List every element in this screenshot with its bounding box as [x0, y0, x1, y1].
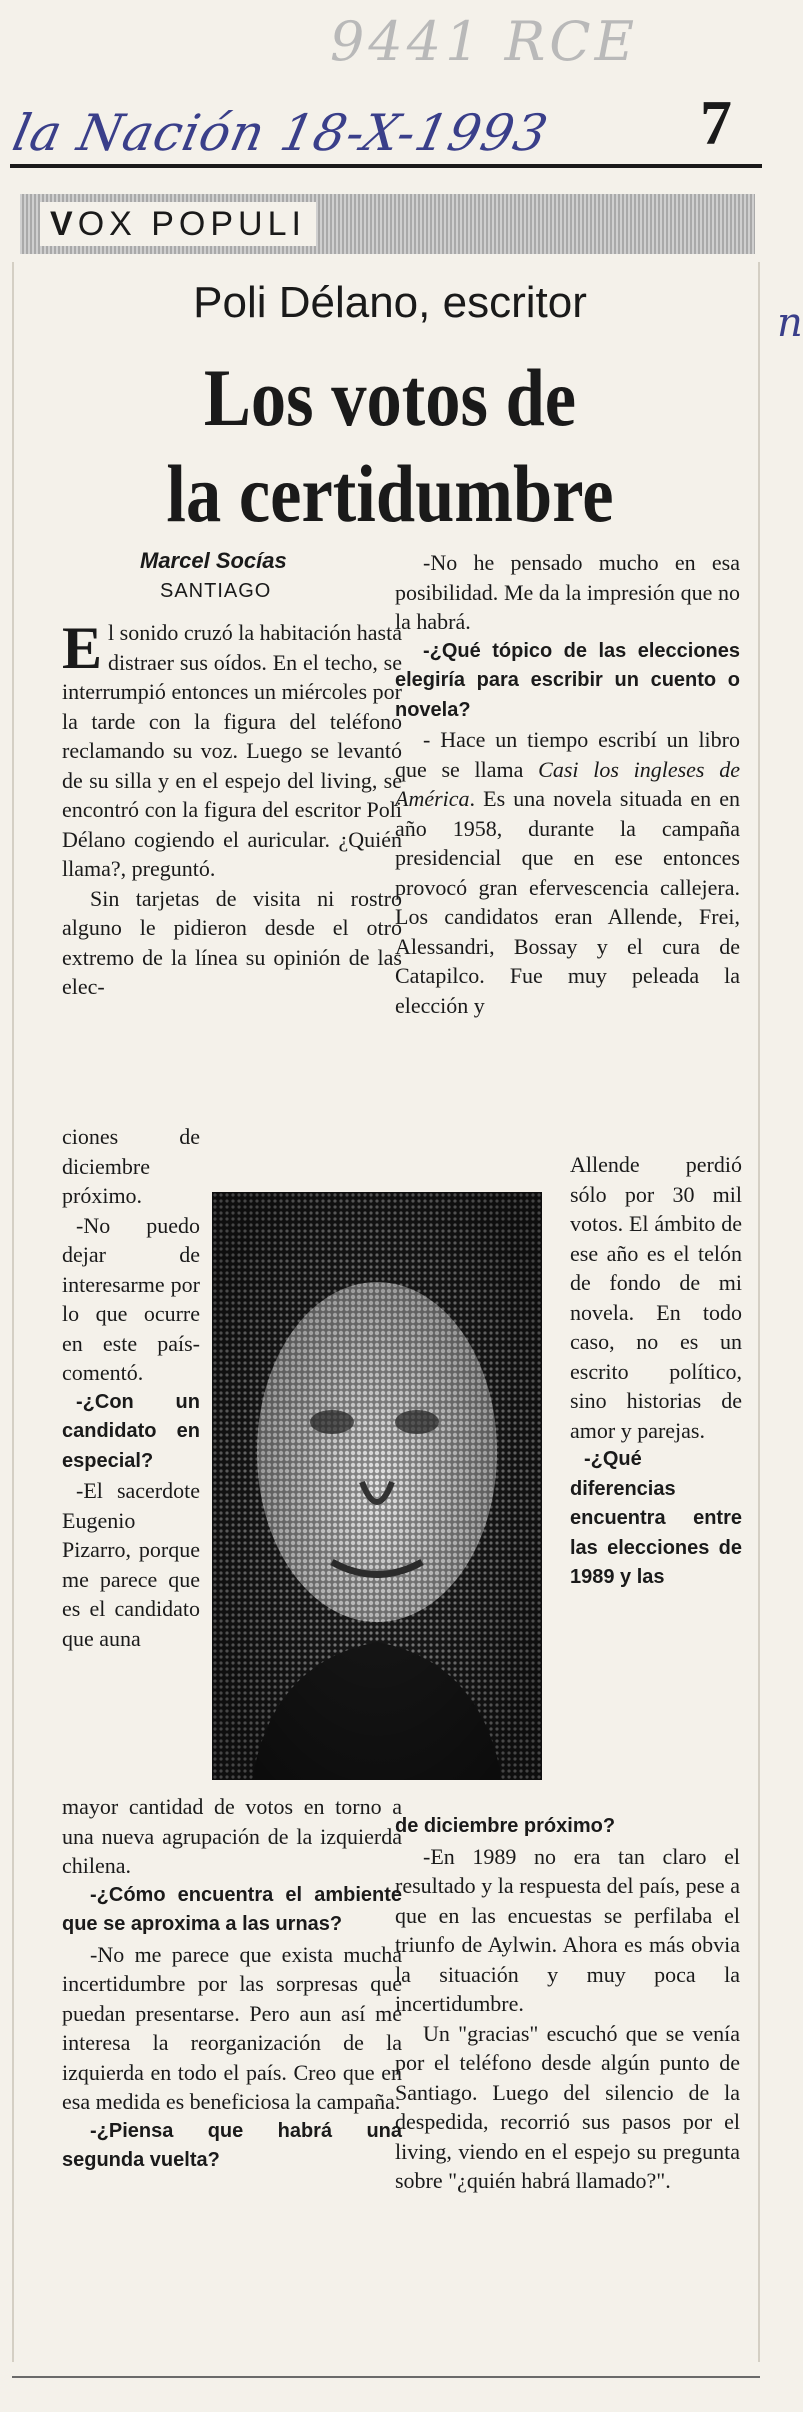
author-photo [212, 1192, 542, 1780]
byline: Marcel Socías [140, 548, 287, 573]
paragraph-text: - Hace un tiempo escribí un libro que se llama [395, 727, 740, 782]
paragraph: Sin tarjetas de visita ni rostro alguno le pidieron desde el otro extremo de la línea su opinión de las elec- [62, 885, 402, 999]
question: -¿Cómo encuentra el ambiente que se aproxima a las urnas? [62, 1883, 402, 1935]
column-1-bottom [62, 1792, 402, 2176]
paragraph [395, 725, 740, 1020]
question: -¿Piensa que habrá una segunda vuelta? [62, 2119, 402, 2171]
headline-line-2: la certidumbre [166, 448, 614, 539]
dropcap: E [62, 615, 103, 681]
right-border [758, 262, 760, 2362]
section-label-rest: OX POPULI [77, 205, 306, 243]
dateline-place: SANTIAGO [160, 580, 272, 602]
column-2-top [395, 548, 740, 1020]
question: -¿Qué diferencias encuentra entre las elecciones de 1989 y las [570, 1448, 742, 1588]
paragraph: -En 1989 no era tan claro el resultado y la respuesta del país, pese a que en las encuestas se perfilaba el triunfo de Aylwin. Ahora es más obvia la situación y muy poca la incertidumbre. [395, 1843, 740, 2016]
article-subtitle: Poli Délano, escritor [193, 278, 587, 327]
article-headline [55, 350, 726, 542]
left-border [12, 262, 14, 2362]
section-label-initial: V [50, 205, 78, 243]
paragraph: -El sacerdote Eugenio Pizarro, porque me parece que es el candidato que auna [62, 1478, 200, 1651]
footer-rule [12, 2376, 760, 2378]
section-label [40, 202, 316, 246]
paragraph-text: l sonido cruzó la habitación hasta distraer sus oídos. En el techo, se interrumpió entonces un miércoles por la tarde con la figura del teléfono reclamando su voz. Luego se levantó de su silla y en el espejo del living, se encontró con la figura del escritor Poli Délano cogiendo el auricular. ¿Quién llama?, preguntó. [62, 620, 402, 881]
paragraph: Allende perdió sólo por 30 mil votos. El ámbito de ese año es el telón de fondo de mi novela. En todo caso, no es un escrito político, sino historias de amor y parejas. [570, 1152, 742, 1443]
column-1-wrap [62, 1122, 200, 1653]
portrait-image [212, 1192, 542, 1780]
paragraph [62, 615, 402, 884]
margin-mark-handwriting: n [777, 300, 803, 346]
header-rule [10, 164, 762, 168]
column-2-bottom [395, 1812, 740, 2196]
column-2-wrap [570, 1150, 742, 1593]
question-end: de diciembre próximo? [395, 1815, 616, 1837]
paragraph: mayor cantidad de votos en torno a una nueva agrupación de la izquierda chilena. [62, 1794, 402, 1878]
book-title: Casi los ingleses de América [395, 756, 740, 811]
paragraph: Un "gracias" escuchó que se venía por el teléfono desde algún punto de Santiago. Luego del silencio de la despedida, recorrió sus pasos por el living, viendo en el espejo su pregunta sobre "¿quién habrá llamado?". [395, 2020, 740, 2193]
paragraph: -No puedo dejar de interesarme por lo que ocurre en este país- comentó. [62, 1212, 200, 1385]
archive-reference-handwriting: 9441 RCE [330, 10, 638, 73]
question: -¿Con un candidato en especial? [62, 1390, 200, 1472]
paragraph: ciones de diciembre próximo. [62, 1124, 200, 1208]
headline-line-1: Los votos de [203, 352, 577, 443]
paragraph: -No me parece que exista mucha incertidumbre por las sorpresas que puedan presentarse. Pero aun así me interesa la reorganización de la izquierda en todo el país. Creo que en esa medida es beneficiosa la campaña. [62, 1941, 402, 2114]
column-1-top [62, 615, 402, 1002]
paragraph: -No he pensado mucho en esa posibilidad. Me da la impresión que no la habrá. [395, 550, 740, 634]
question: -¿Qué tópico de las elecciones elegiría para escribir un cuento o novela? [395, 639, 740, 721]
date-handwriting: la Nación 18-X-1993 [7, 104, 554, 162]
page-number: 7 [700, 87, 732, 158]
paragraph-text: . Es una novela situada en en año 1958, durante la campaña presidencial que en ese entonces provocó gran efervescencia callejera. Los candidatos eran Allende, Frei, Alessandri, Bossay y el cura de Catapilco. Fue muy peleada la elección y [395, 786, 740, 1018]
